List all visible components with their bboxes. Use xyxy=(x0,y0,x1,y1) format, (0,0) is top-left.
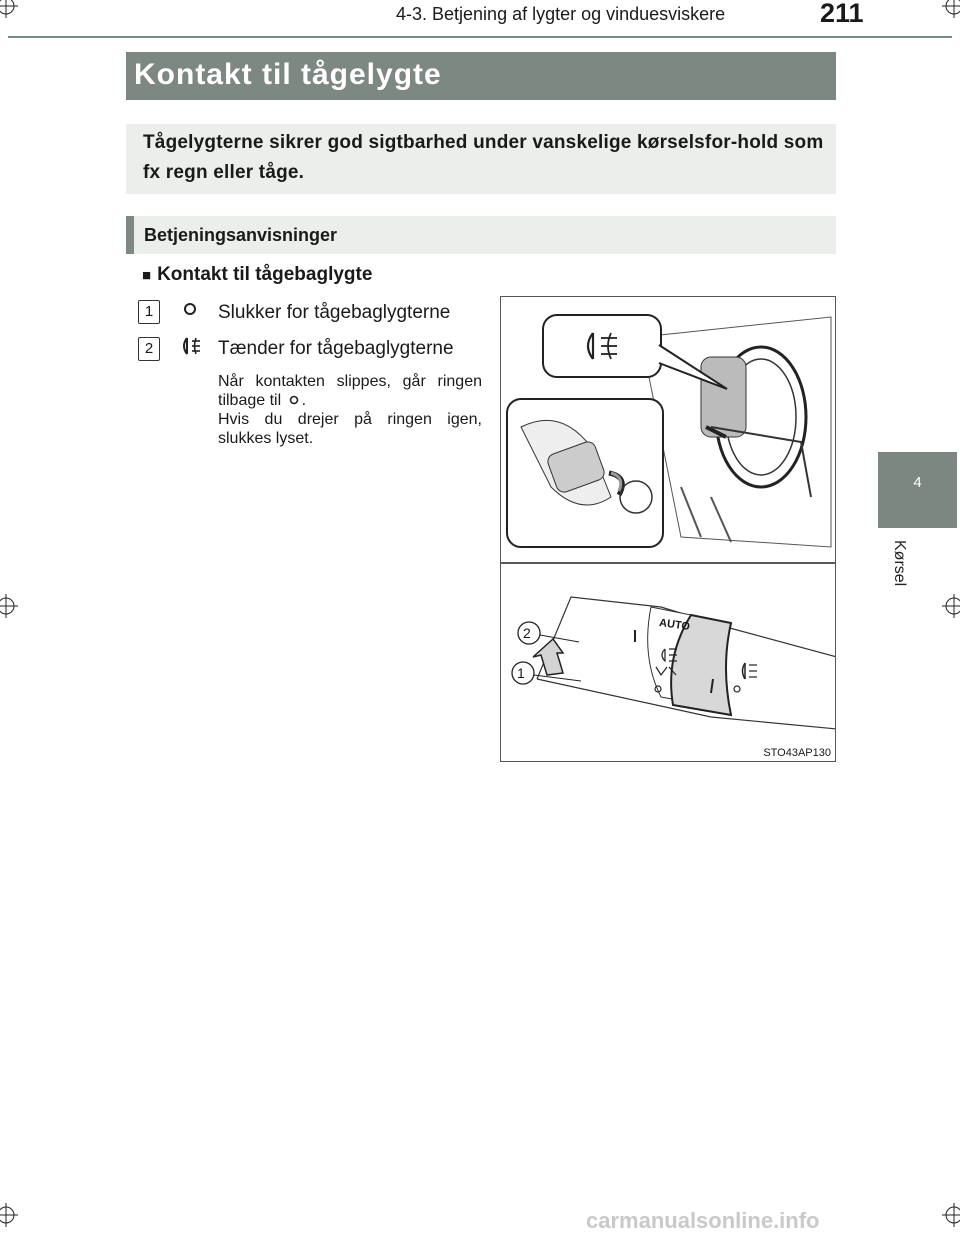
item-number: 1 xyxy=(138,300,160,324)
switch-illustration xyxy=(500,296,836,762)
figure-code: STO43AP130 xyxy=(763,747,831,759)
registration-mark-icon xyxy=(942,1203,960,1227)
list-item xyxy=(138,334,215,364)
intro-text: Tågelygterne sikrer god sigtbarhed under vanskelige kørselsfor-hold som fx regn eller tåge. xyxy=(126,124,836,194)
chapter-tab-number: 4 xyxy=(913,474,922,491)
chapter-tab-label: Kørsel xyxy=(891,540,908,587)
section-label-text: Kontakt til tågebaglygte xyxy=(157,264,373,285)
registration-mark-icon xyxy=(942,594,960,618)
registration-mark-icon xyxy=(942,0,960,18)
note-text: Når kontakten slippes, går ringen tilbage til . Hvis du drejer på ringen igen, slukkes lyset. xyxy=(218,373,482,447)
subheading: Betjeningsanvisninger xyxy=(126,216,836,254)
off-circle-icon xyxy=(179,298,205,326)
auto-label: AUTO xyxy=(658,616,691,634)
section-label xyxy=(142,264,372,286)
square-bullet-icon: ■ xyxy=(142,267,152,284)
registration-mark-icon xyxy=(0,594,18,618)
page-number: 211 xyxy=(820,0,864,28)
callout-2: 2 xyxy=(523,625,531,641)
off-circle-icon xyxy=(286,392,302,409)
rear-fog-light-icon xyxy=(179,334,205,364)
registration-mark-icon xyxy=(0,1203,18,1227)
header-rule xyxy=(8,36,952,38)
item-number: 2 xyxy=(138,337,160,361)
list-item xyxy=(138,298,215,326)
running-header: 4-3. Betjening af lygter og vinduesviskere xyxy=(396,4,726,24)
callout-1: 1 xyxy=(517,665,525,681)
item-text: Tænder for tågebaglygterne xyxy=(218,338,454,359)
watermark: carmanualsonline.info xyxy=(586,1208,820,1233)
registration-mark-icon xyxy=(0,0,18,18)
page-title: Kontakt til tågelygte xyxy=(126,52,836,100)
item-text: Slukker for tågebaglygterne xyxy=(218,302,451,323)
illustration-drawing xyxy=(501,297,836,762)
